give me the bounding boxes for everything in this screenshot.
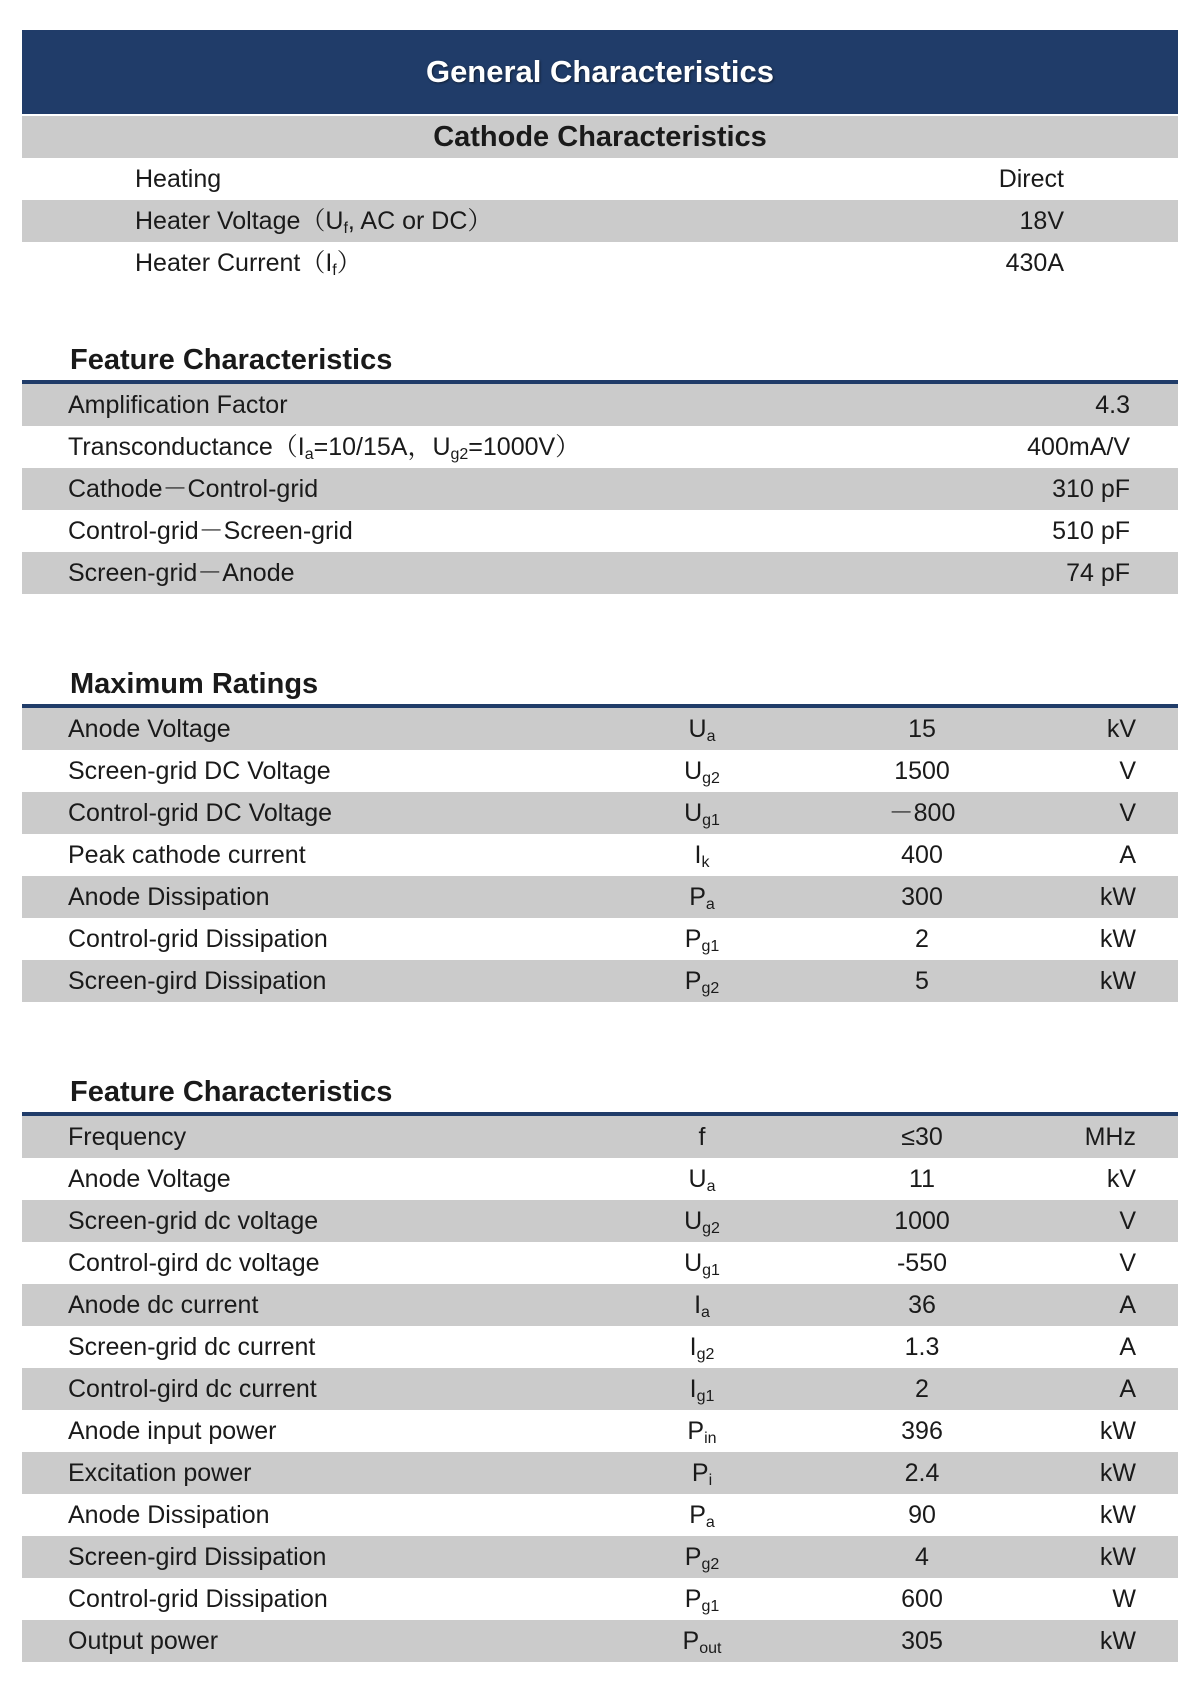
row-unit: V [1119, 799, 1136, 827]
feature-table-1 [22, 384, 1178, 594]
row-label: Anode dc current [68, 1291, 259, 1319]
row-value: －800 [888, 799, 956, 827]
table-row [22, 200, 1178, 242]
label-tail: , AC or DC） [347, 207, 493, 235]
table-row [22, 552, 1178, 594]
row-label: Excitation power [68, 1459, 252, 1487]
row-unit: A [1119, 841, 1136, 869]
label-mid: =10/15A，U [313, 433, 451, 461]
label-tail: ） [336, 249, 362, 277]
row-label: Screen-grid dc current [68, 1333, 316, 1361]
maximum-ratings-table [22, 708, 1178, 1002]
symbol-main: U [684, 1249, 703, 1277]
symbol-main: P [684, 1585, 702, 1613]
row-label: Heating [135, 165, 222, 193]
table-row [22, 960, 1178, 1002]
row-unit: kV [1106, 715, 1136, 743]
table-row [22, 510, 1178, 552]
symbol-subscript: in [704, 1430, 717, 1447]
table-row [22, 750, 1178, 792]
symbol-main: f [698, 1123, 706, 1151]
row-value: 400mA/V [1027, 433, 1130, 461]
row-label: Control-gird dc current [68, 1375, 317, 1403]
row-value: 400 [901, 841, 943, 869]
symbol-subscript: g1 [702, 812, 720, 829]
symbol-subscript: g1 [701, 938, 720, 955]
symbol-main: I [694, 1291, 702, 1319]
symbol-main: P [684, 967, 702, 995]
symbol-subscript: a [701, 1304, 710, 1321]
row-unit: kW [1099, 1501, 1136, 1529]
symbol-main: U [684, 757, 703, 785]
row-label: Cathode－Control-grid [68, 475, 319, 503]
maximum-ratings-title: Maximum Ratings [22, 664, 1178, 708]
row-value: 310 pF [1052, 475, 1130, 503]
symbol-subscript: a [706, 1178, 716, 1195]
symbol-main: P [689, 1501, 706, 1529]
row-label: Control-gird dc voltage [68, 1249, 320, 1277]
row-value: 5 [915, 967, 929, 995]
symbol-subscript: a [705, 896, 715, 913]
row-label: Screen-grid DC Voltage [68, 757, 331, 785]
symbol-subscript: a [705, 1514, 715, 1531]
row-unit: kW [1099, 1459, 1136, 1487]
table-row [22, 1242, 1178, 1284]
row-label: Peak cathode current [68, 841, 306, 869]
table-row [22, 1452, 1178, 1494]
row-unit: kW [1099, 1543, 1136, 1571]
symbol-subscript: k [701, 854, 710, 871]
feature-characteristics-title: Feature Characteristics [22, 340, 1178, 384]
label-subscript: f [343, 220, 348, 237]
symbol-main: U [684, 1207, 703, 1235]
row-value: 15 [908, 715, 936, 743]
symbol-main: I [689, 1333, 697, 1361]
row-value: 2.4 [904, 1459, 940, 1487]
row-label: Anode Dissipation [68, 883, 270, 911]
symbol-main: U [688, 1165, 707, 1193]
row-value: 90 [908, 1501, 936, 1529]
symbol-main: P [689, 883, 706, 911]
row-unit: kW [1099, 883, 1136, 911]
label-main: Heater Current（I [135, 249, 333, 277]
symbol-main: P [684, 925, 702, 953]
label-tail: =1000V） [468, 433, 581, 461]
row-label: Anode input power [68, 1417, 277, 1445]
row-unit: A [1119, 1333, 1136, 1361]
symbol-main: U [684, 799, 703, 827]
row-label: Control-grid DC Voltage [68, 799, 333, 827]
table-row [22, 834, 1178, 876]
row-value: ≤30 [901, 1123, 943, 1151]
cathode-table [22, 158, 1178, 284]
row-label: Control-grid－Screen-grid [68, 517, 353, 545]
row-value: Direct [998, 165, 1064, 193]
label-main: Heater Voltage（U [135, 207, 344, 235]
row-unit: A [1119, 1375, 1136, 1403]
table-row [22, 1494, 1178, 1536]
row-value: 74 pF [1066, 559, 1130, 587]
row-value: 36 [908, 1291, 936, 1319]
row-unit: V [1119, 1207, 1136, 1235]
table-row [22, 384, 1178, 426]
row-value: -550 [896, 1249, 948, 1277]
row-unit: MHz [1084, 1123, 1136, 1151]
row-value: 2 [915, 1375, 929, 1403]
general-characteristics-banner [22, 30, 1178, 114]
symbol-main: I [694, 841, 702, 869]
row-unit: V [1119, 757, 1136, 785]
label-subscript: f [332, 262, 337, 279]
row-value: 430A [1005, 249, 1064, 277]
row-label: Anode Voltage [68, 715, 231, 743]
row-label [135, 242, 362, 292]
table-row [22, 1368, 1178, 1410]
row-value: 11 [909, 1165, 935, 1193]
row-value: 396 [901, 1417, 943, 1445]
general-characteristics-title: General Characteristics [425, 54, 775, 89]
row-unit: kW [1099, 967, 1136, 995]
row-label: Screen-grid－Anode [68, 559, 295, 587]
symbol-subscript: i [708, 1472, 713, 1489]
row-value: 4 [915, 1543, 929, 1571]
label-subscript: a [304, 446, 314, 463]
table-row [22, 158, 1178, 200]
row-value: 600 [901, 1585, 943, 1613]
table-row [22, 1200, 1178, 1242]
table-row [22, 1326, 1178, 1368]
table-row [22, 1578, 1178, 1620]
cathode-characteristics-header [22, 116, 1178, 158]
table-row [22, 1284, 1178, 1326]
row-symbol [672, 960, 732, 1010]
row-label: Control-grid Dissipation [68, 925, 328, 953]
table-row [22, 426, 1178, 468]
table-row [22, 792, 1178, 834]
symbol-main: P [682, 1627, 700, 1655]
row-label: Anode Dissipation [68, 1501, 270, 1529]
row-value: 300 [901, 883, 943, 911]
symbol-subscript: out [699, 1640, 722, 1657]
table-row [22, 242, 1178, 284]
symbol-subscript: a [706, 728, 716, 745]
table-row [22, 1158, 1178, 1200]
label-main: Transconductance（I [68, 433, 305, 461]
table-row [22, 468, 1178, 510]
row-unit: V [1119, 1249, 1136, 1277]
symbol-subscript: g2 [701, 1556, 720, 1573]
symbol-subscript: g2 [701, 980, 720, 997]
row-label: Frequency [68, 1123, 187, 1151]
feature-characteristics-title: Feature Characteristics [22, 1072, 1178, 1116]
row-label: Screen-gird Dissipation [68, 1543, 327, 1571]
row-value: 4.3 [1095, 391, 1130, 419]
row-symbol [672, 1620, 732, 1670]
symbol-main: U [688, 715, 707, 743]
table-row [22, 918, 1178, 960]
symbol-subscript: g1 [696, 1388, 715, 1405]
symbol-main: P [687, 1417, 705, 1445]
datasheet [22, 30, 1178, 1662]
table-row [22, 876, 1178, 918]
table-row [22, 708, 1178, 750]
table-row [22, 1116, 1178, 1158]
symbol-main: P [684, 1543, 702, 1571]
row-value: 305 [901, 1627, 943, 1655]
row-unit: kW [1099, 925, 1136, 953]
symbol-subscript: g2 [702, 1220, 720, 1237]
symbol-main: I [689, 1375, 697, 1403]
cathode-characteristics-title: Cathode Characteristics [433, 120, 767, 153]
table-row [22, 1410, 1178, 1452]
symbol-subscript: g2 [702, 770, 720, 787]
row-label: Control-grid Dissipation [68, 1585, 328, 1613]
row-value: 510 pF [1052, 517, 1130, 545]
row-label: Screen-gird Dissipation [68, 967, 327, 995]
symbol-main: P [691, 1459, 709, 1487]
label-subscript: g2 [450, 446, 469, 463]
row-value: 1500 [894, 757, 950, 785]
row-value: 1.3 [904, 1333, 940, 1361]
symbol-subscript: g1 [701, 1598, 720, 1615]
row-value: 18V [1019, 207, 1064, 235]
symbol-subscript: g2 [696, 1346, 715, 1363]
row-unit: kV [1106, 1165, 1136, 1193]
row-unit: kW [1099, 1627, 1136, 1655]
row-unit: kW [1099, 1417, 1136, 1445]
row-label: Amplification Factor [68, 391, 288, 419]
feature-table-2 [22, 1116, 1178, 1662]
row-label: Screen-grid dc voltage [68, 1207, 319, 1235]
row-value: 1000 [894, 1207, 950, 1235]
row-label: Anode Voltage [68, 1165, 231, 1193]
row-value: 2 [915, 925, 929, 953]
table-row [22, 1536, 1178, 1578]
row-label: Output power [68, 1627, 219, 1655]
row-unit: W [1112, 1585, 1136, 1613]
table-row [22, 1620, 1178, 1662]
symbol-subscript: g1 [702, 1262, 720, 1279]
row-unit: A [1119, 1291, 1136, 1319]
